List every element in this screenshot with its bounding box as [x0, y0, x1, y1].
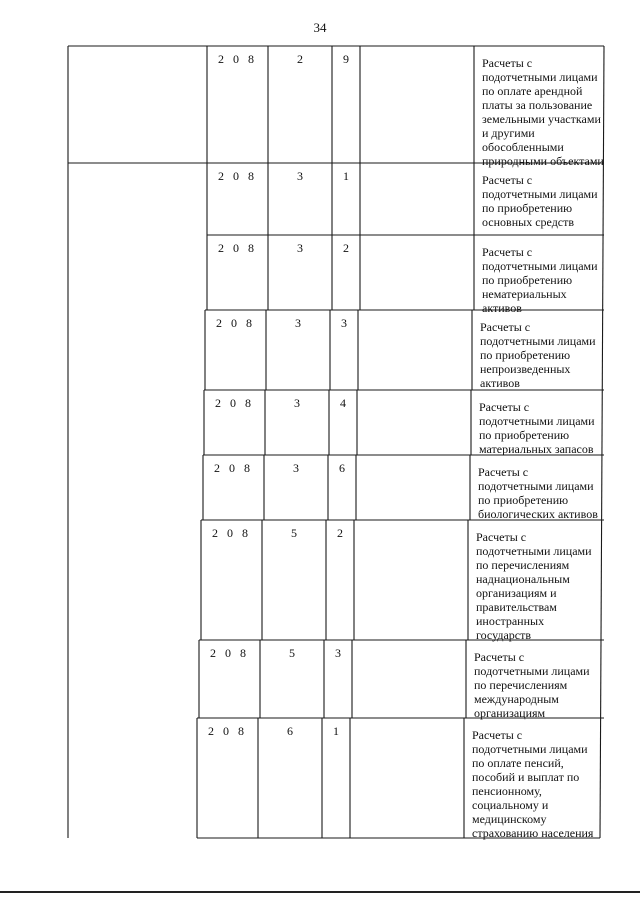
account-code: 2 0 8	[218, 169, 257, 183]
description-line: международным	[474, 692, 559, 706]
account-description	[482, 56, 604, 168]
description-line: по приобретению	[478, 493, 569, 507]
description-line: подотчетными лицами	[482, 187, 598, 201]
description-line: Расчеты с	[482, 245, 533, 259]
subgroup-number: 2	[343, 241, 349, 255]
description-line: Расчеты с	[472, 728, 523, 742]
description-line: Расчеты с	[474, 650, 525, 664]
account-code: 2 0 8	[215, 396, 254, 410]
description-line: по перечислениям	[476, 558, 570, 572]
subgroup-number: 3	[335, 646, 341, 660]
description-line: земельными участками	[482, 112, 601, 126]
description-line: платы за пользование	[482, 98, 593, 112]
description-line: и другими	[482, 126, 535, 140]
account-description	[472, 728, 593, 840]
description-line: по приобретению	[482, 201, 573, 215]
description-line: иностранных	[476, 614, 545, 628]
account-code: 2 0 8	[218, 52, 257, 66]
group-number: 3	[293, 461, 299, 475]
description-line: материальных запасов	[479, 442, 594, 456]
account-description	[482, 173, 598, 229]
description-line: природными объектами	[482, 154, 604, 168]
description-line: Расчеты с	[479, 400, 530, 414]
group-number: 3	[297, 169, 303, 183]
description-line: наднациональным	[476, 572, 570, 586]
description-line: социальному и	[472, 798, 549, 812]
page-number: 34	[313, 20, 327, 35]
group-number: 2	[297, 52, 303, 66]
description-line: подотчетными лицами	[480, 334, 596, 348]
description-line: подотчетными лицами	[482, 70, 598, 84]
account-code: 2 0 8	[212, 526, 251, 540]
account-code: 2 0 8	[208, 724, 247, 738]
description-line: обособленными	[482, 140, 564, 154]
description-line: пособий и выплат по	[472, 770, 580, 784]
account-code: 2 0 8	[216, 316, 255, 330]
description-line: Расчеты с	[482, 173, 533, 187]
description-line: Расчеты с	[480, 320, 531, 334]
group-number: 6	[287, 724, 293, 738]
description-line: организациям	[474, 706, 546, 720]
page-bottom-rule	[0, 891, 640, 893]
account-description	[476, 530, 592, 642]
description-line: по перечислениям	[474, 678, 568, 692]
account-description	[479, 400, 595, 456]
subgroup-number: 6	[339, 461, 345, 475]
description-line: активов	[480, 376, 520, 390]
description-line: по оплате арендной	[482, 84, 583, 98]
description-line: страхованию населения	[472, 826, 594, 840]
description-line: нематериальных	[482, 287, 567, 301]
group-number: 5	[291, 526, 297, 540]
description-line: медицинскому	[472, 812, 547, 826]
group-number: 3	[294, 396, 300, 410]
group-number: 3	[297, 241, 303, 255]
description-line: Расчеты с	[482, 56, 533, 70]
description-line: пенсионному,	[472, 784, 542, 798]
description-line: биологических активов	[478, 507, 598, 521]
subgroup-number: 1	[333, 724, 339, 738]
description-line: правительствам	[476, 600, 557, 614]
description-line: подотчетными лицами	[478, 479, 594, 493]
description-line: по приобретению	[480, 348, 571, 362]
account-description	[482, 245, 598, 315]
description-line: по приобретению	[479, 428, 570, 442]
description-line: Расчеты с	[476, 530, 527, 544]
description-line: государств	[476, 628, 532, 642]
group-number: 5	[289, 646, 295, 660]
subgroup-number: 3	[341, 316, 347, 330]
description-line: активов	[482, 301, 522, 315]
subgroup-number: 1	[343, 169, 349, 183]
description-line: подотчетными лицами	[474, 664, 590, 678]
account-code: 2 0 8	[218, 241, 257, 255]
group-number: 3	[295, 316, 301, 330]
account-code: 2 0 8	[210, 646, 249, 660]
description-line: по оплате пенсий,	[472, 756, 564, 770]
subgroup-number: 4	[340, 396, 346, 410]
description-line: непроизведенных	[480, 362, 571, 376]
subgroup-number: 2	[337, 526, 343, 540]
account-description	[474, 650, 590, 720]
description-line: основных средств	[482, 215, 575, 229]
description-line: подотчетными лицами	[476, 544, 592, 558]
account-description	[478, 465, 598, 521]
account-code: 2 0 8	[214, 461, 253, 475]
description-line: подотчетными лицами	[482, 259, 598, 273]
account-description	[480, 320, 596, 390]
description-line: Расчеты с	[478, 465, 529, 479]
subgroup-number: 9	[343, 52, 349, 66]
description-line: организациям и	[476, 586, 557, 600]
description-line: подотчетными лицами	[472, 742, 588, 756]
description-line: подотчетными лицами	[479, 414, 595, 428]
description-line: по приобретению	[482, 273, 573, 287]
